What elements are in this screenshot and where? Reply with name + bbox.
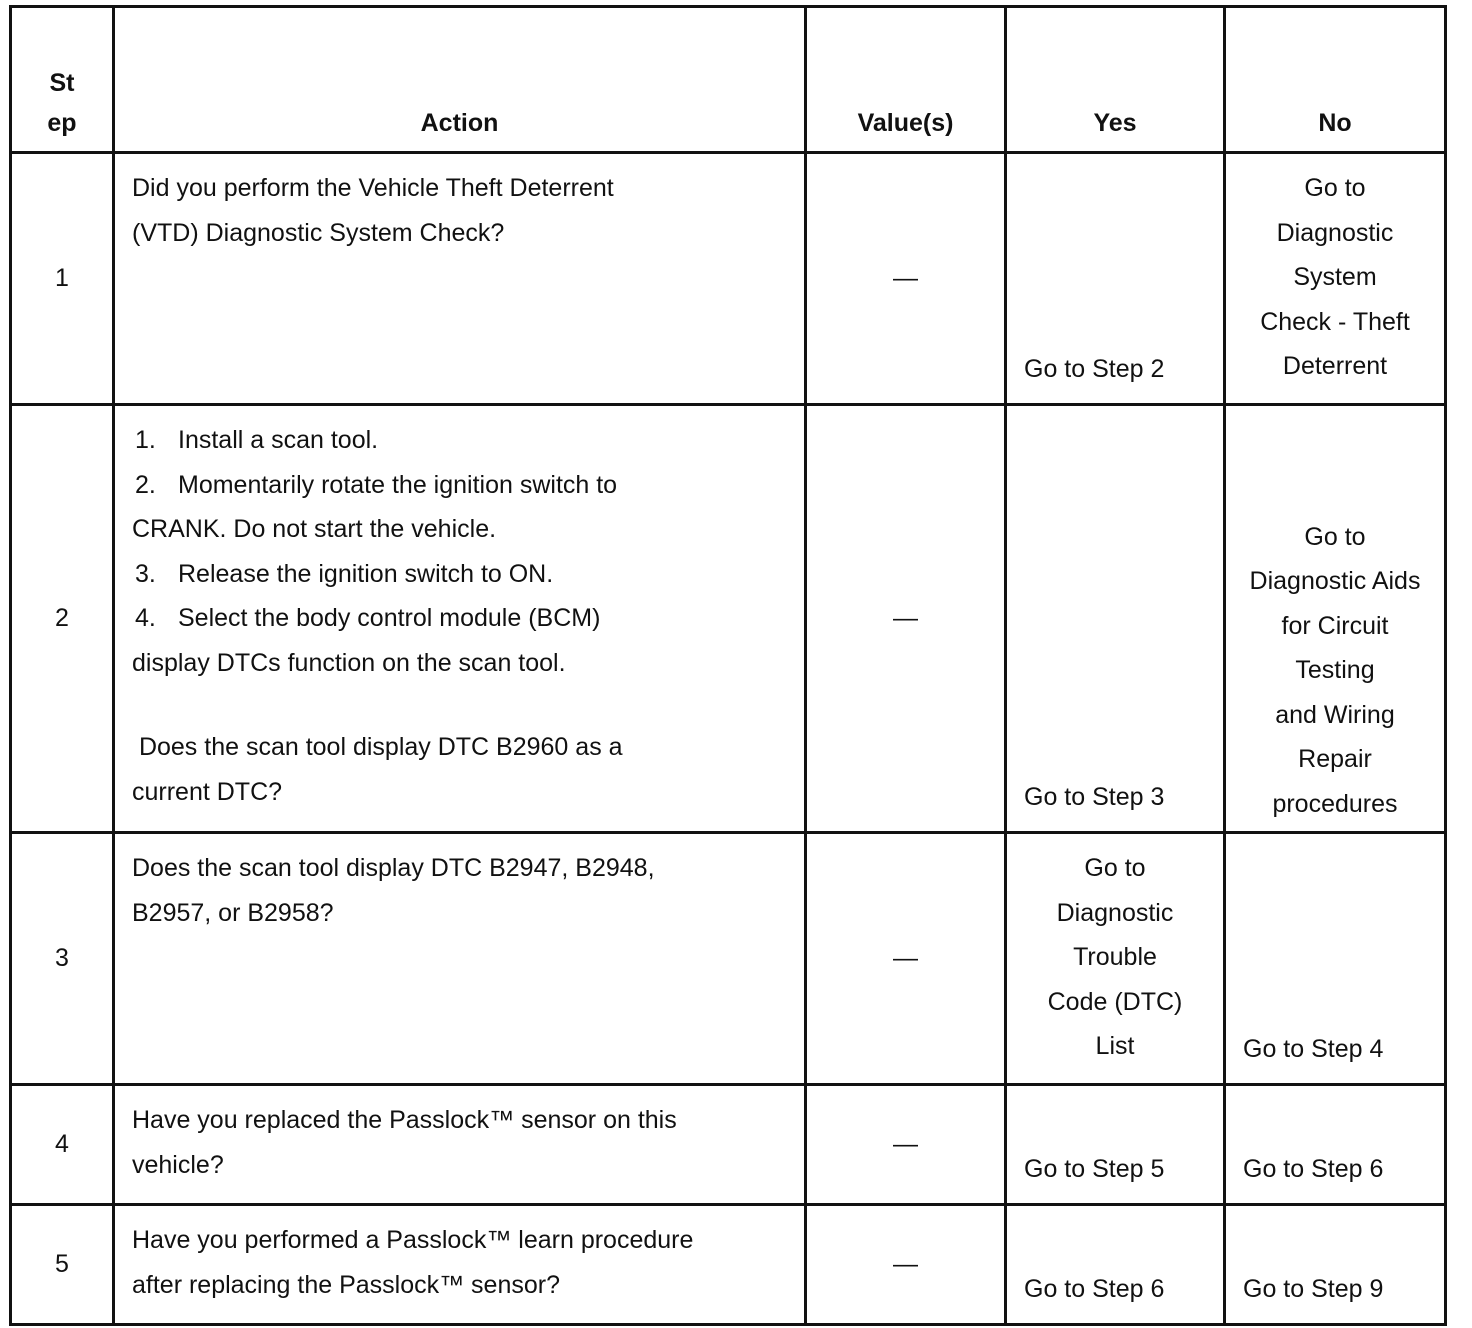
table-row-step-5 — [11, 1205, 1446, 1325]
no-line: System — [1293, 263, 1377, 291]
action-line: Have you performed a Passlock™ learn procedure — [132, 1226, 694, 1254]
no-link-step-4[interactable]: Go to Step 4 — [1243, 1034, 1384, 1063]
action-question: current DTC? — [132, 777, 283, 806]
yes-cell — [1006, 1205, 1225, 1325]
table-row-step-1 — [11, 153, 1446, 405]
no-line: Testing — [1295, 656, 1375, 685]
no-cell — [1225, 833, 1446, 1085]
header-step — [11, 7, 114, 153]
action-list-item: 2. Momentarily rotate the ignition switch to — [135, 470, 618, 499]
no-cell — [1225, 1085, 1446, 1205]
step-number: 4 — [11, 1085, 114, 1205]
yes-link-step-6[interactable]: Go to Step 6 — [1024, 1274, 1165, 1303]
no-line: Diagnostic — [1276, 218, 1394, 247]
no-line: Deterrent — [1282, 352, 1388, 380]
no-link-step-6[interactable]: Go to Step 6 — [1243, 1154, 1384, 1183]
diagnostic-table — [9, 5, 1447, 1326]
step-number: 1 — [11, 153, 114, 405]
action-cell — [114, 833, 806, 1085]
yes-link-step-2[interactable]: Go to Step 2 — [1024, 354, 1165, 383]
yes-line: Diagnostic — [1056, 898, 1174, 927]
yes-line: Trouble — [1073, 943, 1157, 971]
value-cell: — — [806, 833, 1006, 1085]
table-row-step-4 — [11, 1085, 1446, 1205]
action-cell — [114, 153, 806, 405]
no-line: Diagnostic Aids — [1249, 567, 1421, 596]
header-yes: Yes — [1006, 7, 1225, 153]
action-cell — [114, 1085, 806, 1205]
step-number: 2 — [11, 405, 114, 833]
header-row — [11, 7, 1446, 153]
header-values: Value(s) — [806, 7, 1006, 153]
step-number: 3 — [11, 833, 114, 1085]
no-cell[interactable] — [1225, 153, 1446, 405]
step-number: 5 — [11, 1205, 114, 1325]
table-row-step-2 — [11, 405, 1446, 833]
no-line: Check - Theft — [1260, 307, 1410, 336]
action-list-continuation: display DTCs function on the scan tool. — [132, 648, 566, 677]
table-row-step-3 — [11, 833, 1446, 1085]
yes-link-step-3[interactable]: Go to Step 3 — [1024, 782, 1165, 811]
value-cell: — — [806, 405, 1006, 833]
action-line: Did you perform the Vehicle Theft Deterrent — [132, 174, 614, 202]
yes-cell — [1006, 153, 1225, 405]
no-line: Go to — [1304, 174, 1366, 202]
action-question: Does the scan tool display DTC B2960 as a — [132, 733, 623, 761]
action-line: Does the scan tool display DTC B2947, B2948, — [132, 854, 655, 882]
action-cell — [114, 1205, 806, 1325]
action-list-item: 1. Install a scan tool. — [135, 426, 379, 454]
header-step-line1: St — [49, 69, 75, 97]
action-line: vehicle? — [132, 1150, 224, 1179]
value-cell: — — [806, 1085, 1006, 1205]
yes-link-step-5[interactable]: Go to Step 5 — [1024, 1154, 1165, 1183]
value-cell: — — [806, 153, 1006, 405]
header-step-line2: ep — [47, 109, 77, 137]
action-line: B2957, or B2958? — [132, 898, 334, 927]
yes-line: List — [1095, 1032, 1135, 1060]
action-line: Have you replaced the Passlock™ sensor on this — [132, 1106, 677, 1134]
action-list-item: 4. Select the body control module (BCM) — [135, 604, 601, 632]
no-line: and Wiring — [1275, 700, 1395, 729]
value-cell: — — [806, 1205, 1006, 1325]
action-line: (VTD) Diagnostic System Check? — [132, 218, 505, 247]
action-list-continuation: CRANK. Do not start the vehicle. — [132, 515, 497, 543]
no-link-step-9[interactable]: Go to Step 9 — [1243, 1274, 1384, 1303]
action-list-item: 3. Release the ignition switch to ON. — [135, 559, 554, 588]
no-line: Repair — [1298, 745, 1372, 774]
header-action: Action — [114, 7, 806, 153]
action-cell — [114, 405, 806, 833]
yes-line: Code (DTC) — [1047, 987, 1183, 1016]
yes-cell[interactable] — [1006, 833, 1225, 1085]
yes-cell — [1006, 1085, 1225, 1205]
no-line: Go to — [1304, 522, 1366, 551]
no-line: procedures — [1272, 789, 1398, 818]
no-cell — [1225, 1205, 1446, 1325]
action-spacer — [132, 685, 788, 725]
header-no: No — [1225, 7, 1446, 153]
yes-line: Go to — [1084, 854, 1146, 882]
no-cell[interactable] — [1225, 405, 1446, 833]
action-line: after replacing the Passlock™ sensor? — [132, 1270, 560, 1299]
no-line: for Circuit — [1281, 611, 1389, 640]
yes-cell — [1006, 405, 1225, 833]
